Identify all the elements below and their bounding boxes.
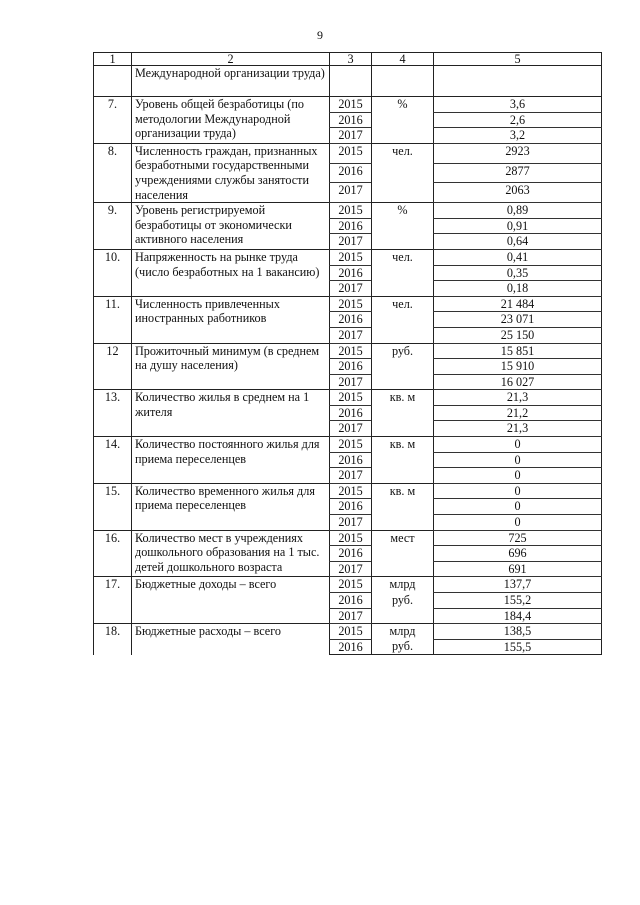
value-cell: 0 bbox=[434, 515, 602, 531]
table-row bbox=[94, 530, 602, 546]
unit-cell: чел. bbox=[372, 249, 434, 296]
value-cell: 23 071 bbox=[434, 312, 602, 328]
header-cell-2: 2 bbox=[132, 53, 330, 66]
unit-cell: чел. bbox=[372, 143, 434, 202]
indicator-name-cell: Международной организации труда) bbox=[132, 66, 330, 97]
year-cell: 2016 bbox=[330, 639, 372, 655]
table-row bbox=[94, 249, 602, 265]
unit-cell: млрд bbox=[372, 577, 434, 593]
table-row bbox=[94, 483, 602, 499]
value-cell: 0,41 bbox=[434, 249, 602, 265]
page-number: 9 bbox=[317, 28, 323, 42]
year-cell: 2017 bbox=[330, 515, 372, 531]
header-cell-1: 1 bbox=[94, 53, 132, 66]
table-row bbox=[94, 624, 602, 640]
indicator-name-cell: Уровень общей безработицы (по методологии Международной организации труда) bbox=[132, 97, 330, 144]
indicator-name-cell: Бюджетные расходы – всего bbox=[132, 624, 330, 655]
header-cell-4: 4 bbox=[372, 53, 434, 66]
value-cell: 25 150 bbox=[434, 327, 602, 343]
header-cell-3: 3 bbox=[330, 53, 372, 66]
row-number-cell: 18. bbox=[94, 624, 132, 655]
row-number-cell: 17. bbox=[94, 577, 132, 624]
year-cell: 2016 bbox=[330, 593, 372, 609]
value-cell: 2063 bbox=[434, 183, 602, 203]
value-cell: 15 851 bbox=[434, 343, 602, 359]
value-cell: 696 bbox=[434, 546, 602, 562]
row-number-cell: 14. bbox=[94, 437, 132, 484]
value-cell: 21,2 bbox=[434, 405, 602, 421]
row-number-cell: 10. bbox=[94, 249, 132, 296]
unit-cell: мест bbox=[372, 530, 434, 577]
indicator-name-cell: Количество мест в учреждениях дошкольного образования на 1 тыс. детей дошкольного возраста bbox=[132, 530, 330, 577]
year-cell: 2015 bbox=[330, 390, 372, 406]
value-cell: 725 bbox=[434, 530, 602, 546]
year-cell: 2016 bbox=[330, 405, 372, 421]
unit-cell: кв. м bbox=[372, 437, 434, 484]
row-number-cell: 8. bbox=[94, 143, 132, 202]
indicator-name-cell: Напряженность на рынке труда (число безработных на 1 вакансию) bbox=[132, 249, 330, 296]
year-cell: 2017 bbox=[330, 183, 372, 203]
table-row bbox=[94, 97, 602, 113]
value-cell: 155,2 bbox=[434, 593, 602, 609]
indicator-name-cell: Количество временного жилья для приема переселенцев bbox=[132, 483, 330, 530]
year-cell: 2017 bbox=[330, 468, 372, 484]
table-row bbox=[94, 66, 602, 97]
value-cell: 2923 bbox=[434, 143, 602, 163]
year-cell: 2016 bbox=[330, 546, 372, 562]
row-number-cell: 9. bbox=[94, 203, 132, 250]
year-cell: 2015 bbox=[330, 249, 372, 265]
value-cell: 691 bbox=[434, 561, 602, 577]
indicator-name-cell: Количество постоянного жилья для приема переселенцев bbox=[132, 437, 330, 484]
unit-cell: % bbox=[372, 203, 434, 250]
value-cell: 0,89 bbox=[434, 203, 602, 219]
year-cell: 2015 bbox=[330, 577, 372, 593]
year-cell: 2016 bbox=[330, 112, 372, 128]
year-cell: 2017 bbox=[330, 327, 372, 343]
unit-cell: кв. м bbox=[372, 483, 434, 530]
value-cell: 2,6 bbox=[434, 112, 602, 128]
table-row bbox=[94, 343, 602, 359]
year-cell: 2016 bbox=[330, 312, 372, 328]
table-row bbox=[94, 390, 602, 406]
year-cell: 2015 bbox=[330, 296, 372, 312]
year-cell: 2016 bbox=[330, 452, 372, 468]
value-cell: 155,5 bbox=[434, 639, 602, 655]
value-cell: 0,91 bbox=[434, 218, 602, 234]
year-cell: 2015 bbox=[330, 483, 372, 499]
value-cell: 3,2 bbox=[434, 128, 602, 144]
row-number-cell: 12 bbox=[94, 343, 132, 390]
indicator-name-cell: Уровень регистрируемой безработицы от экономически активного населения bbox=[132, 203, 330, 250]
unit-cell: руб. bbox=[372, 343, 434, 390]
year-cell: 2015 bbox=[330, 624, 372, 640]
year-cell: 2015 bbox=[330, 143, 372, 163]
unit-cell: руб. bbox=[372, 639, 434, 655]
row-number-cell bbox=[94, 66, 132, 97]
value-cell: 184,4 bbox=[434, 608, 602, 624]
row-number-cell: 15. bbox=[94, 483, 132, 530]
value-cell: 21 484 bbox=[434, 296, 602, 312]
value-cell bbox=[434, 66, 602, 97]
value-cell: 0,18 bbox=[434, 281, 602, 297]
table-header-row bbox=[94, 53, 602, 66]
value-cell: 137,7 bbox=[434, 577, 602, 593]
value-cell: 0 bbox=[434, 499, 602, 515]
indicator-name-cell: Численность граждан, признанных безработными государственными учреждениями службы занятости населения bbox=[132, 143, 330, 202]
year-cell: 2016 bbox=[330, 499, 372, 515]
year-cell: 2017 bbox=[330, 234, 372, 250]
year-cell: 2015 bbox=[330, 343, 372, 359]
year-cell: 2016 bbox=[330, 359, 372, 375]
table-row bbox=[94, 577, 602, 593]
table-row bbox=[94, 203, 602, 219]
unit-cell bbox=[372, 608, 434, 624]
value-cell: 16 027 bbox=[434, 374, 602, 390]
row-number-cell: 13. bbox=[94, 390, 132, 437]
year-cell: 2017 bbox=[330, 608, 372, 624]
year-cell: 2017 bbox=[330, 561, 372, 577]
unit-cell: млрд bbox=[372, 624, 434, 640]
year-cell: 2015 bbox=[330, 203, 372, 219]
table-row bbox=[94, 296, 602, 312]
row-number-cell: 7. bbox=[94, 97, 132, 144]
year-cell: 2016 bbox=[330, 163, 372, 183]
value-cell: 15 910 bbox=[434, 359, 602, 375]
value-cell: 2877 bbox=[434, 163, 602, 183]
year-cell: 2017 bbox=[330, 128, 372, 144]
year-cell: 2015 bbox=[330, 530, 372, 546]
unit-cell: руб. bbox=[372, 593, 434, 609]
unit-cell bbox=[372, 66, 434, 97]
year-cell: 2017 bbox=[330, 374, 372, 390]
year-cell: 2016 bbox=[330, 265, 372, 281]
header-cell-5: 5 bbox=[434, 53, 602, 66]
indicator-name-cell: Бюджетные доходы – всего bbox=[132, 577, 330, 624]
value-cell: 138,5 bbox=[434, 624, 602, 640]
value-cell: 3,6 bbox=[434, 97, 602, 113]
indicator-name-cell: Прожиточный минимум (в среднем на душу населения) bbox=[132, 343, 330, 390]
table-row bbox=[94, 437, 602, 453]
indicators-table bbox=[93, 52, 602, 655]
year-cell: 2017 bbox=[330, 281, 372, 297]
unit-cell: чел. bbox=[372, 296, 434, 343]
row-number-cell: 16. bbox=[94, 530, 132, 577]
value-cell: 0,35 bbox=[434, 265, 602, 281]
value-cell: 0 bbox=[434, 452, 602, 468]
unit-cell: кв. м bbox=[372, 390, 434, 437]
year-cell: 2015 bbox=[330, 437, 372, 453]
value-cell: 0 bbox=[434, 468, 602, 484]
value-cell: 0 bbox=[434, 437, 602, 453]
year-cell: 2016 bbox=[330, 218, 372, 234]
indicator-name-cell: Количество жилья в среднем на 1 жителя bbox=[132, 390, 330, 437]
year-cell: 2017 bbox=[330, 421, 372, 437]
indicator-name-cell: Численность привлеченных иностранных работников bbox=[132, 296, 330, 343]
row-number-cell: 11. bbox=[94, 296, 132, 343]
value-cell: 21,3 bbox=[434, 421, 602, 437]
value-cell: 0 bbox=[434, 483, 602, 499]
year-cell: 2015 bbox=[330, 97, 372, 113]
value-cell: 21,3 bbox=[434, 390, 602, 406]
unit-cell: % bbox=[372, 97, 434, 144]
table-row bbox=[94, 143, 602, 163]
year-cell bbox=[330, 66, 372, 97]
value-cell: 0,64 bbox=[434, 234, 602, 250]
